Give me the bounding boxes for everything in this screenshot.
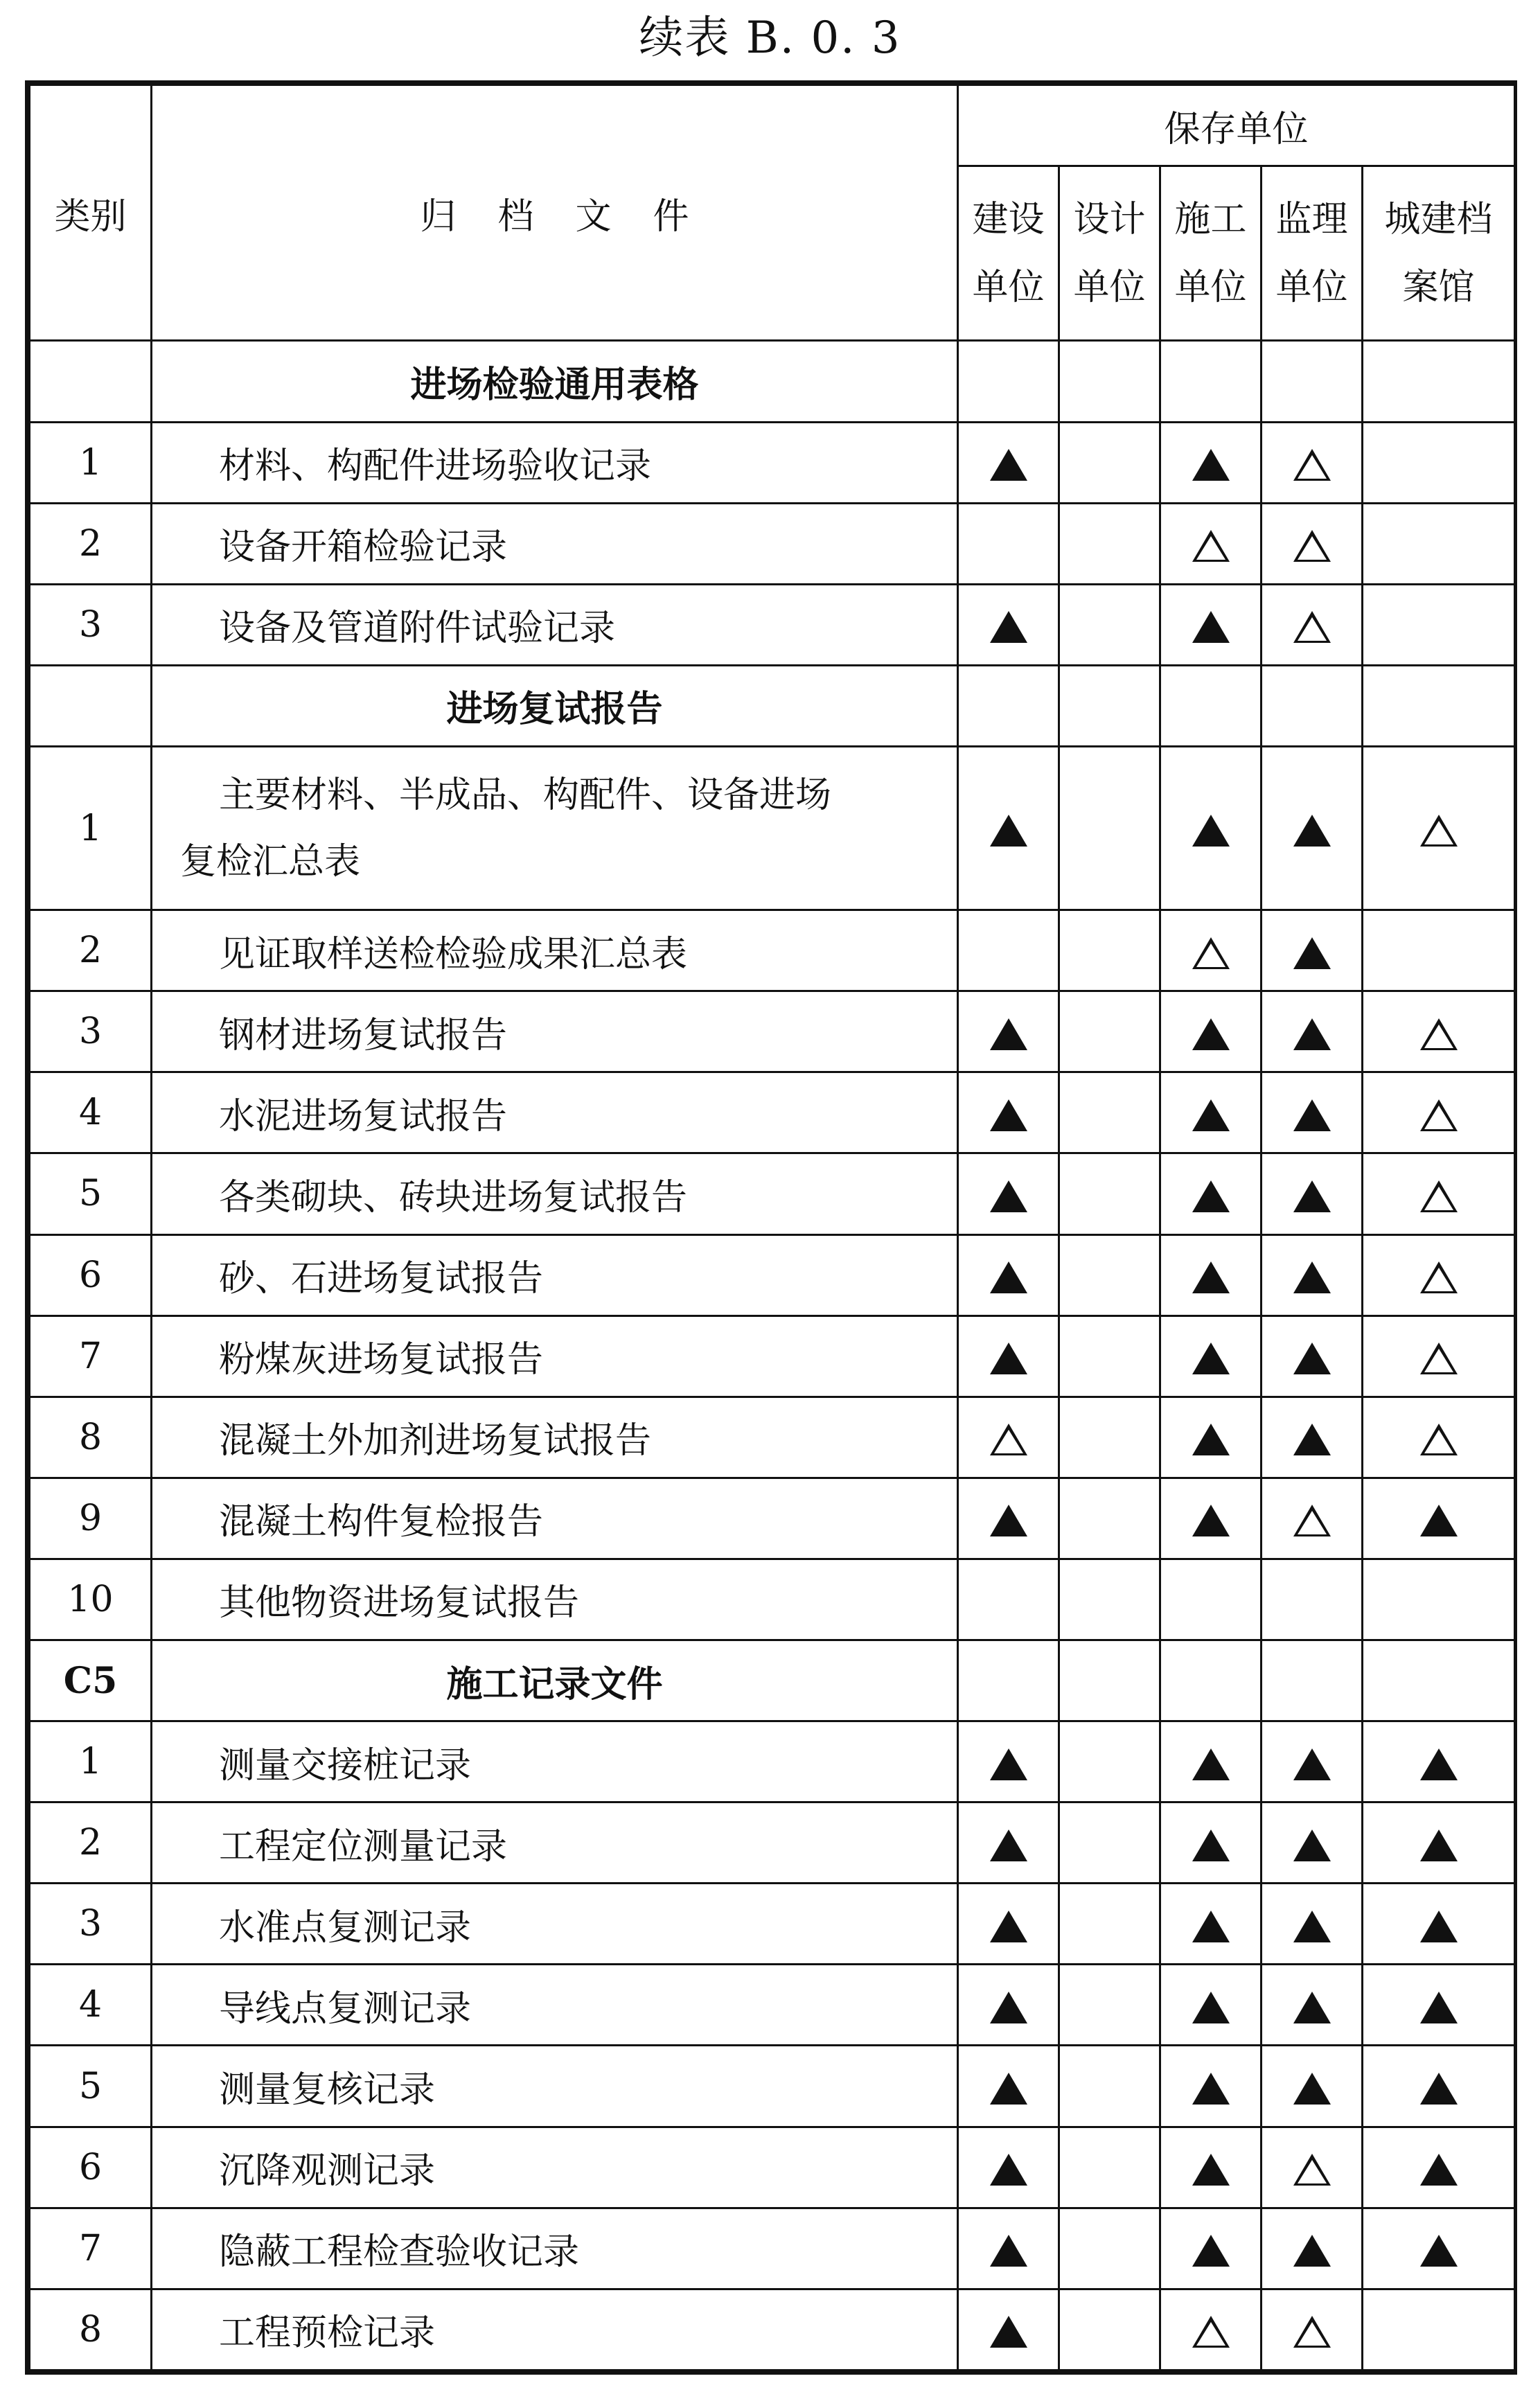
mark-cell-urban-archive bbox=[1363, 1884, 1515, 1965]
solid-triangle-icon bbox=[1293, 1911, 1331, 1942]
solid-triangle-icon bbox=[1420, 2154, 1458, 2186]
mark-cell-design bbox=[1059, 1640, 1160, 1721]
solid-triangle-icon bbox=[990, 611, 1027, 643]
document-name-cell: 测量复核记录 bbox=[152, 2046, 958, 2127]
solid-triangle-icon bbox=[990, 449, 1027, 481]
section-row bbox=[30, 341, 1515, 422]
mark-cell-design bbox=[1059, 341, 1160, 422]
solid-triangle-icon bbox=[1192, 2154, 1230, 2186]
section-title: 进场检验通用表格 bbox=[152, 341, 958, 422]
mark-cell-contractor bbox=[1160, 1234, 1262, 1315]
solid-triangle-icon bbox=[1293, 1424, 1331, 1455]
mark-cell-construction-owner bbox=[958, 2208, 1059, 2289]
document-name-cell: 隐蔽工程检查验收记录 bbox=[152, 2208, 958, 2289]
document-name-cell: 砂、石进场复试报告 bbox=[152, 1234, 958, 1315]
solid-triangle-icon bbox=[1192, 815, 1230, 847]
mark-cell-construction-owner bbox=[958, 1802, 1059, 1884]
unit-header-construction-owner: 建设 单位 bbox=[958, 166, 1059, 341]
solid-triangle-icon bbox=[1420, 2073, 1458, 2105]
table-row bbox=[30, 1315, 1515, 1397]
mark-cell-contractor bbox=[1160, 2046, 1262, 2127]
solid-triangle-icon bbox=[1293, 1992, 1331, 2023]
mark-cell-contractor bbox=[1160, 584, 1262, 665]
solid-triangle-icon bbox=[990, 2316, 1027, 2348]
table-row bbox=[30, 584, 1515, 665]
solid-triangle-icon bbox=[990, 1748, 1027, 1780]
mark-cell-urban-archive bbox=[1363, 1315, 1515, 1397]
category-cell: 2 bbox=[30, 910, 152, 991]
mark-cell-contractor bbox=[1160, 1315, 1262, 1397]
solid-triangle-icon bbox=[1293, 815, 1331, 847]
mark-cell-contractor bbox=[1160, 1884, 1262, 1965]
solid-triangle-icon bbox=[1293, 2073, 1331, 2105]
mark-cell-supervision bbox=[1262, 503, 1363, 584]
mark-cell-design bbox=[1059, 910, 1160, 991]
hollow-triangle-icon bbox=[990, 1424, 1027, 1455]
document-name-cell: 水泥进场复试报告 bbox=[152, 1072, 958, 1153]
mark-cell-urban-archive bbox=[1363, 341, 1515, 422]
mark-cell-urban-archive bbox=[1363, 2127, 1515, 2208]
mark-cell-supervision bbox=[1262, 1965, 1363, 2046]
solid-triangle-icon bbox=[1192, 1830, 1230, 1861]
mark-cell-contractor bbox=[1160, 422, 1262, 503]
mark-cell-contractor bbox=[1160, 341, 1262, 422]
solid-triangle-icon bbox=[1293, 1180, 1331, 1212]
mark-cell-construction-owner bbox=[958, 910, 1059, 991]
hollow-triangle-icon bbox=[1420, 1099, 1458, 1131]
unit-header-design: 设计 单位 bbox=[1059, 166, 1160, 341]
hollow-triangle-icon bbox=[1420, 1261, 1458, 1293]
document-name-cell: 粉煤灰进场复试报告 bbox=[152, 1315, 958, 1397]
mark-cell-supervision bbox=[1262, 991, 1363, 1072]
mark-cell-construction-owner bbox=[958, 1234, 1059, 1315]
mark-cell-design bbox=[1059, 1721, 1160, 1802]
hollow-triangle-icon bbox=[1293, 2316, 1331, 2348]
mark-cell-construction-owner bbox=[958, 1072, 1059, 1153]
solid-triangle-icon bbox=[1293, 2235, 1331, 2267]
storage-unit-header: 保存单位 bbox=[958, 85, 1515, 166]
solid-triangle-icon bbox=[1192, 1748, 1230, 1780]
mark-cell-design bbox=[1059, 503, 1160, 584]
hollow-triangle-icon bbox=[1293, 611, 1331, 643]
document-name-cell: 工程预检记录 bbox=[152, 2289, 958, 2370]
mark-cell-construction-owner bbox=[958, 1640, 1059, 1721]
table-row bbox=[30, 1397, 1515, 1478]
document-header: 归档文件 bbox=[152, 85, 958, 341]
category-cell: 10 bbox=[30, 1559, 152, 1640]
category-cell: 8 bbox=[30, 1397, 152, 1478]
mark-cell-urban-archive bbox=[1363, 2289, 1515, 2370]
solid-triangle-icon bbox=[990, 815, 1027, 847]
solid-triangle-icon bbox=[1293, 1748, 1331, 1780]
document-name-cell: 材料、构配件进场验收记录 bbox=[152, 422, 958, 503]
table-row bbox=[30, 1234, 1515, 1315]
solid-triangle-icon bbox=[1192, 1018, 1230, 1050]
hollow-triangle-icon bbox=[1420, 1343, 1458, 1374]
document-name-line-1: 主要材料、半成品、构配件、设备进场 bbox=[219, 774, 832, 816]
mark-cell-design bbox=[1059, 1234, 1160, 1315]
hollow-triangle-icon bbox=[1420, 815, 1458, 847]
mark-cell-construction-owner bbox=[958, 2289, 1059, 2370]
mark-cell-supervision bbox=[1262, 1884, 1363, 1965]
mark-cell-construction-owner bbox=[958, 503, 1059, 584]
mark-cell-construction-owner bbox=[958, 1965, 1059, 2046]
document-name-cell: 设备及管道附件试验记录 bbox=[152, 584, 958, 665]
table-row bbox=[30, 1478, 1515, 1559]
category-cell: 6 bbox=[30, 1234, 152, 1315]
mark-cell-urban-archive bbox=[1363, 1478, 1515, 1559]
category-cell: 7 bbox=[30, 1315, 152, 1397]
category-cell: 6 bbox=[30, 2127, 152, 2208]
table-row bbox=[30, 1153, 1515, 1234]
mark-cell-supervision bbox=[1262, 1153, 1363, 1234]
category-cell bbox=[30, 341, 152, 422]
category-cell: 3 bbox=[30, 1884, 152, 1965]
mark-cell-design bbox=[1059, 2208, 1160, 2289]
document-name-cell: 各类砌块、砖块进场复试报告 bbox=[152, 1153, 958, 1234]
mark-cell-construction-owner bbox=[958, 746, 1059, 910]
mark-cell-supervision bbox=[1262, 2208, 1363, 2289]
document-name-cell: 沉降观测记录 bbox=[152, 2127, 958, 2208]
mark-cell-design bbox=[1059, 746, 1160, 910]
mark-cell-design bbox=[1059, 1559, 1160, 1640]
mark-cell-design bbox=[1059, 2046, 1160, 2127]
hollow-triangle-icon bbox=[1420, 1424, 1458, 1455]
mark-cell-design bbox=[1059, 1884, 1160, 1965]
mark-cell-contractor bbox=[1160, 1802, 1262, 1884]
document-name-cell: 钢材进场复试报告 bbox=[152, 991, 958, 1072]
document-name-cell: 测量交接桩记录 bbox=[152, 1721, 958, 1802]
table-row bbox=[30, 991, 1515, 1072]
category-cell: 5 bbox=[30, 1153, 152, 1234]
solid-triangle-icon bbox=[1420, 2235, 1458, 2267]
solid-triangle-icon bbox=[990, 1992, 1027, 2023]
table-row bbox=[30, 910, 1515, 991]
mark-cell-urban-archive bbox=[1363, 1721, 1515, 1802]
category-cell: 5 bbox=[30, 2046, 152, 2127]
solid-triangle-icon bbox=[1192, 1424, 1230, 1455]
mark-cell-design bbox=[1059, 1315, 1160, 1397]
mark-cell-contractor bbox=[1160, 1153, 1262, 1234]
mark-cell-urban-archive bbox=[1363, 665, 1515, 746]
solid-triangle-icon bbox=[990, 2073, 1027, 2105]
solid-triangle-icon bbox=[990, 1261, 1027, 1293]
mark-cell-urban-archive bbox=[1363, 1234, 1515, 1315]
hollow-triangle-icon bbox=[1420, 1180, 1458, 1212]
category-cell: C5 bbox=[30, 1640, 152, 1721]
category-cell: 8 bbox=[30, 2289, 152, 2370]
mark-cell-urban-archive bbox=[1363, 2046, 1515, 2127]
mark-cell-urban-archive bbox=[1363, 1397, 1515, 1478]
mark-cell-construction-owner bbox=[958, 584, 1059, 665]
mark-cell-construction-owner bbox=[958, 1721, 1059, 1802]
solid-triangle-icon bbox=[990, 1830, 1027, 1861]
solid-triangle-icon bbox=[1420, 1911, 1458, 1942]
mark-cell-urban-archive bbox=[1363, 1072, 1515, 1153]
mark-cell-urban-archive bbox=[1363, 2208, 1515, 2289]
mark-cell-supervision bbox=[1262, 665, 1363, 746]
mark-cell-supervision bbox=[1262, 1640, 1363, 1721]
mark-cell-supervision bbox=[1262, 910, 1363, 991]
mark-cell-construction-owner bbox=[958, 2046, 1059, 2127]
solid-triangle-icon bbox=[990, 1180, 1027, 1212]
mark-cell-construction-owner bbox=[958, 665, 1059, 746]
table-row bbox=[30, 2289, 1515, 2370]
solid-triangle-icon bbox=[1192, 1099, 1230, 1131]
mark-cell-supervision bbox=[1262, 1721, 1363, 1802]
mark-cell-urban-archive bbox=[1363, 1559, 1515, 1640]
mark-cell-construction-owner bbox=[958, 1478, 1059, 1559]
mark-cell-supervision bbox=[1262, 2127, 1363, 2208]
mark-cell-design bbox=[1059, 1965, 1160, 2046]
mark-cell-design bbox=[1059, 422, 1160, 503]
mark-cell-urban-archive bbox=[1363, 1153, 1515, 1234]
mark-cell-contractor bbox=[1160, 665, 1262, 746]
solid-triangle-icon bbox=[1192, 611, 1230, 643]
unit-header-supervision: 监理 单位 bbox=[1262, 166, 1363, 341]
section-row bbox=[30, 1640, 1515, 1721]
solid-triangle-icon bbox=[1420, 1505, 1458, 1536]
solid-triangle-icon bbox=[1293, 1261, 1331, 1293]
mark-cell-urban-archive bbox=[1363, 584, 1515, 665]
mark-cell-design bbox=[1059, 1153, 1160, 1234]
solid-triangle-icon bbox=[1192, 1180, 1230, 1212]
mark-cell-design bbox=[1059, 2127, 1160, 2208]
hollow-triangle-icon bbox=[1192, 937, 1230, 969]
solid-triangle-icon bbox=[1192, 1992, 1230, 2023]
mark-cell-urban-archive bbox=[1363, 503, 1515, 584]
mark-cell-design bbox=[1059, 1397, 1160, 1478]
solid-triangle-icon bbox=[1192, 2073, 1230, 2105]
table-row bbox=[30, 503, 1515, 584]
mark-cell-construction-owner bbox=[958, 422, 1059, 503]
mark-cell-construction-owner bbox=[958, 341, 1059, 422]
section-row bbox=[30, 665, 1515, 746]
solid-triangle-icon bbox=[1293, 1018, 1331, 1050]
solid-triangle-icon bbox=[1293, 1830, 1331, 1861]
category-cell: 2 bbox=[30, 503, 152, 584]
mark-cell-contractor bbox=[1160, 1721, 1262, 1802]
mark-cell-supervision bbox=[1262, 1072, 1363, 1153]
mark-cell-supervision bbox=[1262, 422, 1363, 503]
document-name-line-2: 复检汇总表 bbox=[180, 840, 361, 883]
table-row bbox=[30, 2208, 1515, 2289]
mark-cell-urban-archive bbox=[1363, 746, 1515, 910]
category-cell: 4 bbox=[30, 1965, 152, 2046]
mark-cell-supervision bbox=[1262, 341, 1363, 422]
mark-cell-design bbox=[1059, 2289, 1160, 2370]
mark-cell-urban-archive bbox=[1363, 991, 1515, 1072]
mark-cell-supervision bbox=[1262, 584, 1363, 665]
mark-cell-construction-owner bbox=[958, 1315, 1059, 1397]
mark-cell-construction-owner bbox=[958, 1884, 1059, 1965]
document-name-cell: 水准点复测记录 bbox=[152, 1884, 958, 1965]
mark-cell-design bbox=[1059, 1802, 1160, 1884]
mark-cell-urban-archive bbox=[1363, 422, 1515, 503]
category-cell: 1 bbox=[30, 746, 152, 910]
archive-table bbox=[28, 84, 1516, 2371]
category-cell bbox=[30, 665, 152, 746]
mark-cell-contractor bbox=[1160, 2289, 1262, 2370]
mark-cell-construction-owner bbox=[958, 2127, 1059, 2208]
mark-cell-contractor bbox=[1160, 2208, 1262, 2289]
solid-triangle-icon bbox=[1192, 1343, 1230, 1374]
mark-cell-contractor bbox=[1160, 910, 1262, 991]
mark-cell-supervision bbox=[1262, 746, 1363, 910]
document-name-cell: 其他物资进场复试报告 bbox=[152, 1559, 958, 1640]
document-name-cell: 混凝土构件复检报告 bbox=[152, 1478, 958, 1559]
archive-table-frame bbox=[25, 80, 1517, 2375]
table-row bbox=[30, 2127, 1515, 2208]
table-title: 续表 B. 0. 3 bbox=[639, 12, 901, 64]
mark-cell-design bbox=[1059, 1072, 1160, 1153]
table-row bbox=[30, 1721, 1515, 1802]
mark-cell-supervision bbox=[1262, 1397, 1363, 1478]
solid-triangle-icon bbox=[1192, 1505, 1230, 1536]
mark-cell-urban-archive bbox=[1363, 1640, 1515, 1721]
table-row bbox=[30, 746, 1515, 910]
document-name-cell: 设备开箱检验记录 bbox=[152, 503, 958, 584]
solid-triangle-icon bbox=[990, 1911, 1027, 1942]
mark-cell-contractor bbox=[1160, 1478, 1262, 1559]
mark-cell-construction-owner bbox=[958, 1559, 1059, 1640]
solid-triangle-icon bbox=[1192, 1911, 1230, 1942]
solid-triangle-icon bbox=[990, 1505, 1027, 1536]
solid-triangle-icon bbox=[1293, 1099, 1331, 1131]
solid-triangle-icon bbox=[990, 1099, 1027, 1131]
mark-cell-design bbox=[1059, 584, 1160, 665]
table-row bbox=[30, 2046, 1515, 2127]
category-cell: 9 bbox=[30, 1478, 152, 1559]
hollow-triangle-icon bbox=[1192, 2316, 1230, 2348]
mark-cell-contractor bbox=[1160, 1397, 1262, 1478]
mark-cell-contractor bbox=[1160, 1965, 1262, 2046]
mark-cell-contractor bbox=[1160, 1072, 1262, 1153]
solid-triangle-icon bbox=[1420, 1748, 1458, 1780]
solid-triangle-icon bbox=[990, 2154, 1027, 2186]
mark-cell-construction-owner bbox=[958, 1153, 1059, 1234]
section-title: 进场复试报告 bbox=[152, 665, 958, 746]
mark-cell-contractor bbox=[1160, 2127, 1262, 2208]
category-header: 类别 bbox=[30, 85, 152, 341]
mark-cell-contractor bbox=[1160, 503, 1262, 584]
table-row bbox=[30, 1802, 1515, 1884]
hollow-triangle-icon bbox=[1293, 2154, 1331, 2186]
category-cell: 3 bbox=[30, 991, 152, 1072]
solid-triangle-icon bbox=[1293, 937, 1331, 969]
solid-triangle-icon bbox=[990, 1018, 1027, 1050]
mark-cell-contractor bbox=[1160, 991, 1262, 1072]
mark-cell-supervision bbox=[1262, 2046, 1363, 2127]
solid-triangle-icon bbox=[1192, 1261, 1230, 1293]
mark-cell-construction-owner bbox=[958, 991, 1059, 1072]
mark-cell-contractor bbox=[1160, 1559, 1262, 1640]
header-row-top bbox=[30, 85, 1515, 166]
hollow-triangle-icon bbox=[1420, 1018, 1458, 1050]
mark-cell-design bbox=[1059, 991, 1160, 1072]
table-row bbox=[30, 1965, 1515, 2046]
solid-triangle-icon bbox=[1293, 1343, 1331, 1374]
category-cell: 4 bbox=[30, 1072, 152, 1153]
category-cell: 3 bbox=[30, 584, 152, 665]
document-name-cell bbox=[152, 746, 958, 910]
mark-cell-supervision bbox=[1262, 1802, 1363, 1884]
mark-cell-supervision bbox=[1262, 1234, 1363, 1315]
mark-cell-urban-archive bbox=[1363, 1965, 1515, 2046]
mark-cell-design bbox=[1059, 665, 1160, 746]
solid-triangle-icon bbox=[1192, 2235, 1230, 2267]
category-cell: 1 bbox=[30, 422, 152, 503]
document-name-cell: 工程定位测量记录 bbox=[152, 1802, 958, 1884]
hollow-triangle-icon bbox=[1293, 449, 1331, 481]
mark-cell-contractor bbox=[1160, 746, 1262, 910]
solid-triangle-icon bbox=[1192, 449, 1230, 481]
mark-cell-urban-archive bbox=[1363, 910, 1515, 991]
mark-cell-supervision bbox=[1262, 1315, 1363, 1397]
table-row bbox=[30, 422, 1515, 503]
document-name-cell: 见证取样送检检验成果汇总表 bbox=[152, 910, 958, 991]
mark-cell-contractor bbox=[1160, 1640, 1262, 1721]
hollow-triangle-icon bbox=[1293, 530, 1331, 562]
mark-cell-supervision bbox=[1262, 2289, 1363, 2370]
category-cell: 1 bbox=[30, 1721, 152, 1802]
mark-cell-supervision bbox=[1262, 1478, 1363, 1559]
mark-cell-supervision bbox=[1262, 1559, 1363, 1640]
unit-header-urban-archive: 城建档 案馆 bbox=[1363, 166, 1515, 341]
table-row bbox=[30, 1559, 1515, 1640]
category-cell: 7 bbox=[30, 2208, 152, 2289]
category-cell: 2 bbox=[30, 1802, 152, 1884]
solid-triangle-icon bbox=[1420, 1992, 1458, 2023]
solid-triangle-icon bbox=[1420, 1830, 1458, 1861]
solid-triangle-icon bbox=[990, 1343, 1027, 1374]
hollow-triangle-icon bbox=[1192, 530, 1230, 562]
document-name-cell: 导线点复测记录 bbox=[152, 1965, 958, 2046]
solid-triangle-icon bbox=[990, 2235, 1027, 2267]
section-title: 施工记录文件 bbox=[152, 1640, 958, 1721]
hollow-triangle-icon bbox=[1293, 1505, 1331, 1536]
mark-cell-construction-owner bbox=[958, 1397, 1059, 1478]
unit-header-contractor: 施工 单位 bbox=[1160, 166, 1262, 341]
table-row bbox=[30, 1884, 1515, 1965]
mark-cell-design bbox=[1059, 1478, 1160, 1559]
mark-cell-urban-archive bbox=[1363, 1802, 1515, 1884]
document-name-cell: 混凝土外加剂进场复试报告 bbox=[152, 1397, 958, 1478]
table-row bbox=[30, 1072, 1515, 1153]
